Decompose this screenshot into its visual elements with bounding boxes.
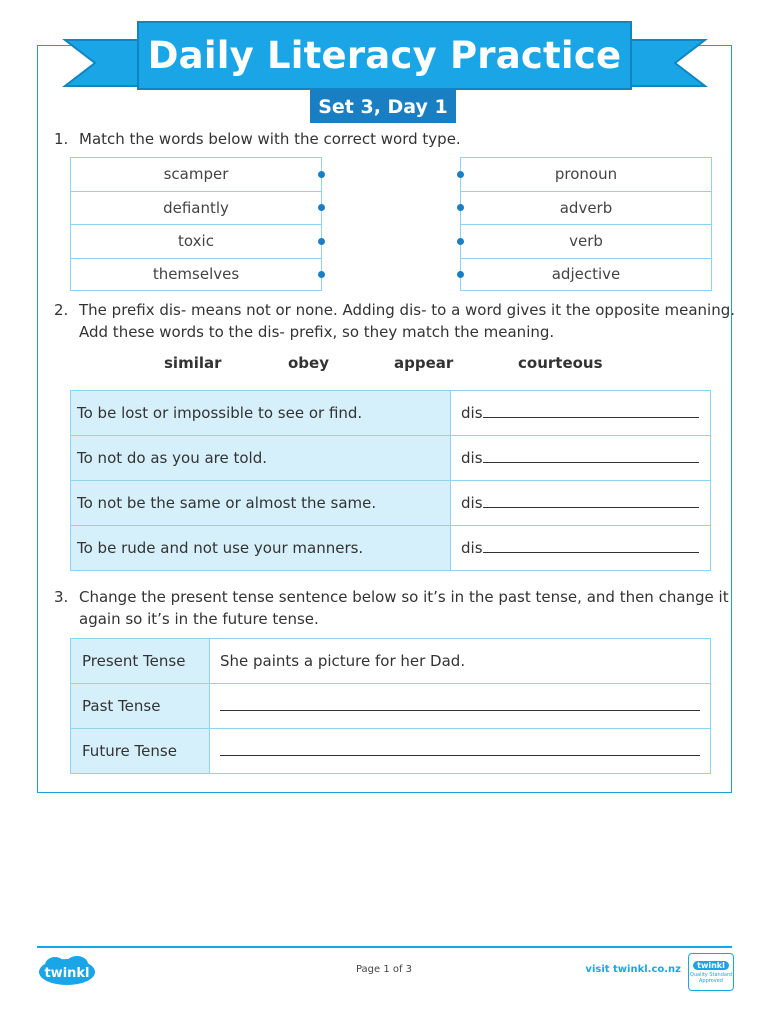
answer-line[interactable]: [483, 404, 699, 418]
prefix-label: dis: [461, 449, 483, 467]
match-word[interactable]: toxic: [70, 224, 322, 258]
title-banner: [137, 21, 632, 90]
tense-label: Present Tense: [71, 639, 210, 684]
question-number: 3.: [54, 588, 69, 606]
question-text: Change the present tense sentence below so it’s in the past tense, and then change it again so it’s in the future tense.: [79, 588, 729, 628]
table-row: [71, 436, 711, 481]
footer-divider: [37, 946, 732, 948]
quality-badge: [688, 953, 734, 991]
match-dot[interactable]: [457, 204, 464, 211]
answer-cell[interactable]: [210, 684, 711, 729]
meaning-cell: To be rude and not use your manners.: [71, 526, 451, 571]
question-2: [54, 299, 744, 343]
word-bank-item: appear: [394, 354, 454, 372]
match-type[interactable]: adjective: [460, 258, 712, 292]
tense-label: Past Tense: [71, 684, 210, 729]
table-row: [71, 481, 711, 526]
match-word[interactable]: defiantly: [70, 191, 322, 225]
match-dot[interactable]: [457, 271, 464, 278]
match-dot[interactable]: [318, 171, 325, 178]
tense-table: [70, 638, 711, 774]
question-number: 2.: [54, 301, 69, 319]
prefix-table: [70, 390, 711, 571]
answer-cell[interactable]: [451, 436, 711, 481]
prefix-label: dis: [461, 404, 483, 422]
set-day-label: Set 3, Day 1: [310, 90, 456, 123]
word-bank-item: obey: [288, 354, 329, 372]
answer-line[interactable]: [483, 449, 699, 463]
match-dot[interactable]: [318, 271, 325, 278]
question-3: [54, 586, 744, 630]
question-number: 1.: [54, 130, 69, 148]
page-title: Daily Literacy Practice: [147, 34, 622, 77]
question-1: [54, 128, 744, 150]
answer-line[interactable]: [220, 697, 700, 711]
badge-text: Quality Standard Approved: [689, 971, 733, 984]
meaning-cell: To not be the same or almost the same.: [71, 481, 451, 526]
match-type[interactable]: verb: [460, 224, 712, 258]
website-link[interactable]: visit twinkl.co.nz: [585, 964, 681, 975]
answer-line[interactable]: [483, 494, 699, 508]
answer-cell[interactable]: [210, 729, 711, 774]
match-left-column: [70, 157, 322, 291]
answer-line[interactable]: [220, 742, 700, 756]
match-right-column: [460, 157, 712, 291]
answer-cell[interactable]: [451, 481, 711, 526]
answer-cell[interactable]: [451, 391, 711, 436]
word-bank-item: similar: [164, 354, 222, 372]
question-text: The prefix dis- means not or none. Adding dis- to a word gives it the opposite meaning. Add these words to the dis- prefix, so they match the meaning.: [79, 301, 736, 341]
table-row: [71, 729, 711, 774]
match-type[interactable]: adverb: [460, 191, 712, 225]
word-bank-item: courteous: [518, 354, 603, 372]
question-text: Match the words below with the correct word type.: [79, 130, 461, 148]
tense-sentence: She paints a picture for her Dad.: [210, 639, 711, 684]
answer-cell[interactable]: [451, 526, 711, 571]
table-row: [71, 684, 711, 729]
table-row: [71, 391, 711, 436]
match-dot[interactable]: [318, 238, 325, 245]
logo-text: twinkl: [44, 966, 90, 981]
table-row: [71, 639, 711, 684]
badge-brand: twinkl: [693, 961, 729, 970]
match-dot[interactable]: [457, 238, 464, 245]
page-number: Page 1 of 3: [355, 964, 413, 975]
match-type[interactable]: pronoun: [460, 157, 712, 191]
prefix-label: dis: [461, 539, 483, 557]
meaning-cell: To not do as you are told.: [71, 436, 451, 481]
match-word[interactable]: scamper: [70, 157, 322, 191]
match-dot[interactable]: [457, 171, 464, 178]
prefix-label: dis: [461, 494, 483, 512]
answer-line[interactable]: [483, 539, 699, 553]
meaning-cell: To be lost or impossible to see or find.: [71, 391, 451, 436]
table-row: [71, 526, 711, 571]
match-word[interactable]: themselves: [70, 258, 322, 292]
tense-label: Future Tense: [71, 729, 210, 774]
